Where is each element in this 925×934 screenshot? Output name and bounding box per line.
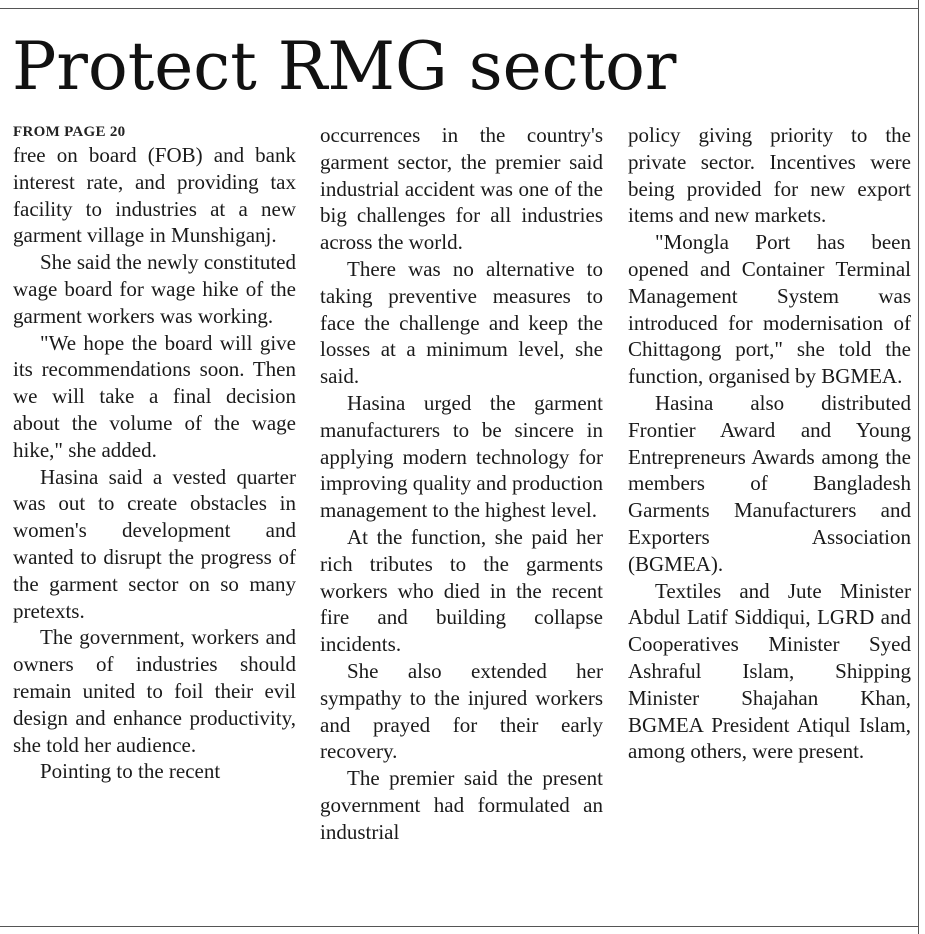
paragraph: At the function, she paid her rich tributes to the garments workers who died in the recent fire and building collapse incidents. [320, 524, 603, 657]
paragraph: free on board (FOB) and bank interest rate, and providing tax facility to industries at a new garment village in Munshiganj. [13, 143, 296, 248]
article-column-1 [13, 122, 296, 785]
paragraph: Hasina also distributed Frontier Award and Young Entrepreneurs Awards among the members of Bangladesh Garments Manufacturers and Exporters Association (BGMEA). [628, 390, 911, 576]
paragraph: "We hope the board will give its recommendations soon. Then we will take a final decision about the volume of the wage hike," she added. [13, 330, 296, 462]
paragraph: policy giving priority to the private sector. Incentives were being provided for new export items and new markets. [628, 123, 911, 228]
article-column-2 [320, 122, 603, 846]
paragraph: Textiles and Jute Minister Abdul Latif Siddiqui, LGRD and Cooperatives Minister Syed Ashraful Islam, Shipping Minister Shajahan Khan, BGMEA President Atiqul Islam, among others, were present. [628, 578, 911, 764]
paragraph: She said the newly constituted wage board for wage hike of the garment workers was working. [13, 250, 296, 328]
paragraph: There was no alternative to taking preventive measures to face the challenge and keep the losses at a minimum level, she said. [320, 256, 603, 389]
top-rule [0, 8, 918, 9]
paragraph: She also extended her sympathy to the injured workers and prayed for their early recovery. [320, 658, 603, 764]
article-column-3 [628, 122, 911, 765]
paragraph: Hasina said a vested quarter was out to create obstacles in women's development and wanted to disrupt the progress of the garment sector on so many pretexts. [13, 464, 296, 623]
paragraph: Pointing to the recent [40, 759, 221, 784]
paragraph: "Mongla Port has been opened and Container Terminal Management System was introduced for modernisation of Chittagong port," she told the function, organised by BGMEA. [628, 230, 911, 389]
paragraph: The premier said the present government had formulated an industrial [320, 766, 603, 844]
paragraph: The government, workers and owners of industries should remain united to foil their evil design and enhance productivity, she told her audience. [13, 625, 296, 757]
dateline: FROM PAGE 20 [13, 124, 126, 140]
paragraph: occurrences in the country's garment sector, the premier said industrial accident was one of the big challenges for all industries across the world. [320, 123, 603, 255]
bottom-rule [0, 926, 918, 927]
right-rule [918, 0, 919, 934]
headline: Protect RMG sector [12, 28, 677, 105]
paragraph: Hasina urged the garment manufacturers to be sincere in applying modern technology for improving quality and production management to the highest level. [320, 390, 603, 523]
